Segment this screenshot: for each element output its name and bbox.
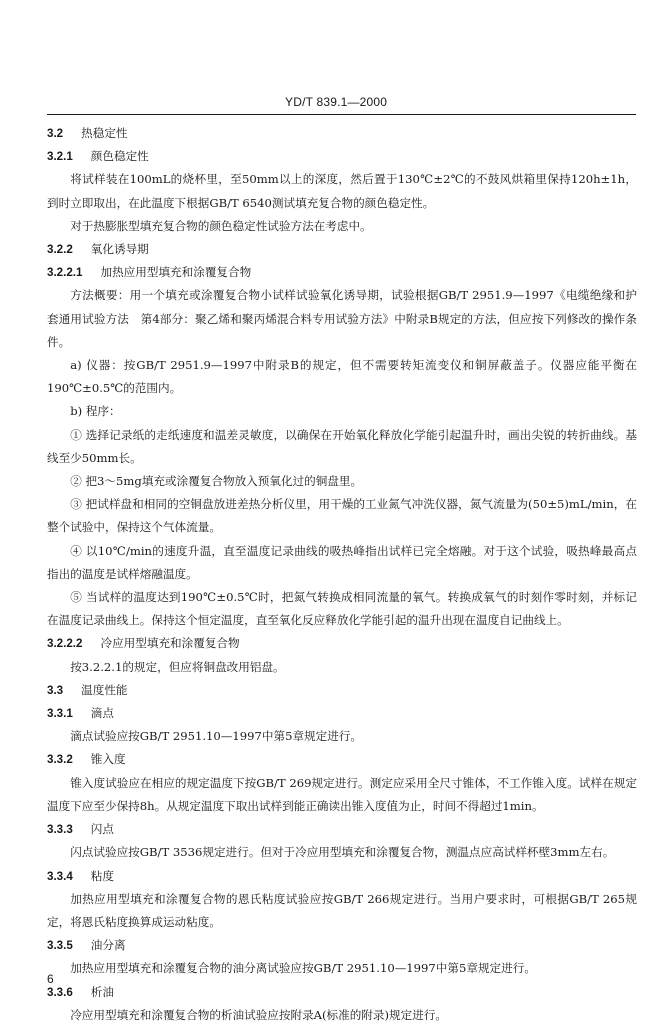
section-number: 3.3.6 [47, 985, 73, 999]
section-title: 加热应用型填充和涂覆复合物 [100, 265, 252, 280]
section-title: 温度性能 [81, 682, 128, 697]
paragraph: 将试样装在100mL的烧杯里，至50mm以上的深度，然后置于130℃±2℃的不鼓风烘箱里保持120h±1h，到时立即取出，在此温度下根据GB/T 6540测试填充复合物的颜色稳定性。 [47, 172, 637, 210]
page-number: 6 [47, 972, 54, 986]
section-heading [47, 238, 637, 261]
section-heading [47, 748, 637, 771]
section-number: 3.2.1 [47, 150, 73, 164]
paragraph: ① 选择记录纸的走纸速度和温差灵敏度，以确保在开始氧化释放化学能引起温升时，画出尖锐的转折曲线。基线至少50mm长。 [47, 427, 637, 465]
section-number: 3.3.2 [47, 753, 73, 767]
paragraph: 方法概要：用一个填充或涂覆复合物小试样试验氧化诱导期，试验根据GB/T 2951.9—1997《电缆绝缘和护套通用试验方法 第4部分：聚乙烯和聚丙烯混合料专用试验方法》中附录B规定的方法，但应按下列修改的操作条件。 [47, 288, 637, 349]
paragraph: ② 把3～5mg填充或涂覆复合物放入预氧化过的铜盘里。 [70, 474, 363, 489]
paragraph: 对于热膨胀型填充复合物的颜色稳定性试验方法在考虑中。 [70, 218, 372, 233]
paragraph: a) 仪器：按GB/T 2951.9—1997中附录B的规定，但不需要转矩流变仪和铜屏蔽盖子。仪器应能平衡在190℃±0.5℃的范围内。 [47, 358, 637, 396]
section-title: 粘度 [90, 868, 114, 883]
section-number: 3.2.2.1 [47, 266, 83, 280]
section-heading [47, 934, 637, 957]
paragraph: ④ 以10℃/min的速度升温，直至温度记录曲线的吸热峰指出试样已完全熔融。对于这个试验，吸热峰最高点指出的温度是试样熔融温度。 [47, 543, 637, 581]
section-title: 冷应用型填充和涂覆复合物 [100, 636, 240, 651]
paragraph: 加热应用型填充和涂覆复合物的恩氏粘度试验应按GB/T 266规定进行。当用户要求时，可根据GB/T 265规定，将恩氏粘度换算成运动粘度。 [47, 891, 637, 929]
paragraph: 冷应用型填充和涂覆复合物的析油试验应按附录A(标准的附录)规定进行。 [70, 1007, 448, 1022]
paragraph: 按3.2.2.1的规定，但应将铜盘改用铝盘。 [70, 659, 285, 674]
header-rule [47, 114, 636, 115]
section-number: 3.3.4 [47, 869, 73, 883]
section-heading [47, 261, 637, 284]
section-title: 热稳定性 [81, 126, 128, 140]
paragraph: 滴点试验应按GB/T 2951.10—1997中第5章规定进行。 [70, 729, 363, 744]
document-body [47, 122, 637, 1027]
section-number: 3.3 [47, 683, 64, 697]
section-heading [47, 632, 637, 655]
paragraph: b) 程序： [70, 404, 121, 419]
paragraph: 加热应用型填充和涂覆复合物的油分离试验应按GB/T 2951.10—1997中第5章规定进行。 [70, 961, 536, 976]
section-heading [47, 145, 637, 168]
paragraph: 锥入度试验应在相应的规定温度下按GB/T 269规定进行。测定应采用全尺寸锥体，不工作锥入度。试样在规定温度下应至少保持8h。从规定温度下取出试样到能正确读出锥入度值为止，时间不得超过1min。 [47, 775, 637, 813]
section-number: 3.3.5 [47, 939, 73, 953]
section-number: 3.2.2.2 [47, 637, 83, 651]
paragraph: 闪点试验应按GB/T 3536规定进行。但对于冷应用型填充和涂覆复合物，测温点应高试样杯壁3mm左右。 [70, 845, 615, 860]
section-number: 3.3.1 [47, 707, 73, 721]
section-number: 3.2.2 [47, 243, 73, 257]
section-heading [47, 702, 637, 725]
section-title: 氧化诱导期 [90, 242, 149, 257]
paragraph: ③ 把试样盘和相同的空铜盘放进差热分析仪里，用干燥的工业氮气冲洗仪器，氮气流量为(50±5)mL/min，在整个试验中，保持这个气体流量。 [47, 497, 637, 535]
section-title: 闪点 [90, 822, 114, 837]
section-title: 析油 [90, 984, 114, 999]
paragraph: ⑤ 当试样的温度达到190℃±0.5℃时，把氮气转换成相同流量的氧气。转换成氧气的时刻作零时刻，并标记在温度记录曲线上。保持这个恒定温度，直至氧化反应释放化学能引起的温升出现在温度自记曲线上。 [47, 590, 637, 628]
section-heading [47, 981, 637, 1004]
section-number: 3.2 [47, 127, 64, 140]
section-title: 颜色稳定性 [90, 149, 149, 164]
section-title: 滴点 [90, 706, 114, 721]
section-heading [47, 865, 637, 888]
document-header: YD/T 839.1—2000 [285, 95, 388, 109]
section-heading [47, 818, 637, 841]
section-number: 3.3.3 [47, 823, 73, 837]
section-title: 锥入度 [90, 752, 126, 767]
section-heading [47, 122, 637, 145]
section-title: 油分离 [90, 938, 126, 953]
section-heading [47, 679, 637, 702]
